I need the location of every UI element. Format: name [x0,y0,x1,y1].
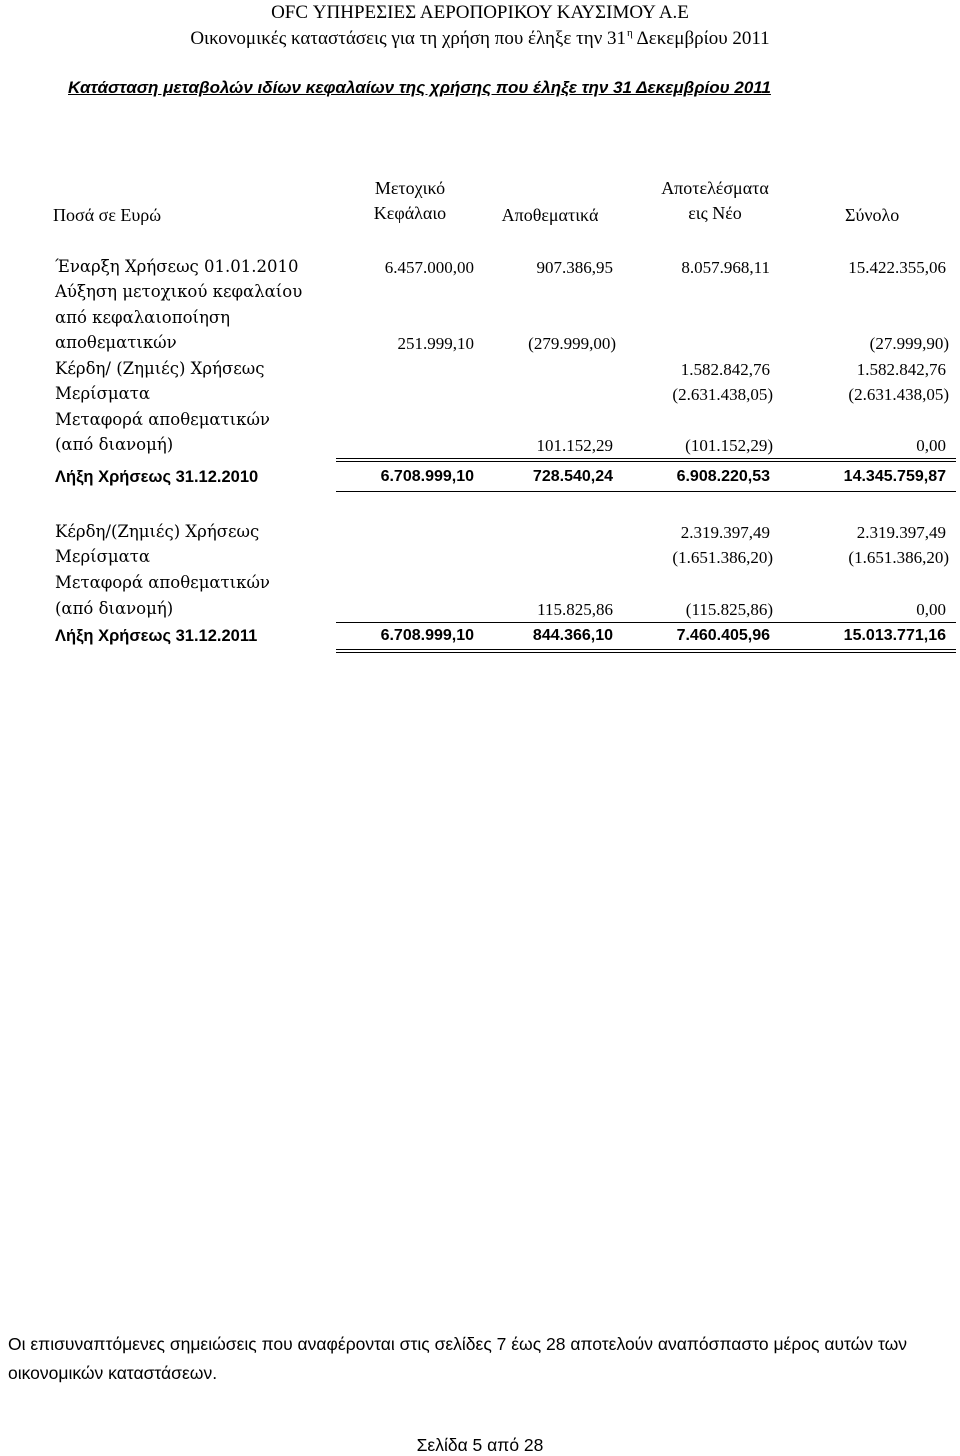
row-label-reserves: αποθεματικών [55,333,177,352]
rule-top [336,458,956,459]
row-label-reserve-transfer: Μεταφορά αποθεματικών [55,410,270,429]
retained-line2: εις Νέο [688,203,742,223]
cell-capital: 6.708.999,10 [380,468,474,485]
cell-retained: (101.152,29) [685,436,773,455]
cell-retained: 6.908.220,53 [676,468,770,485]
cell-retained: (1.651.386,20) [672,548,773,567]
row-label-opening-2010: Έναρξη Χρήσεως 01.01.2010 [55,257,299,276]
cell-reserves: 844.366,10 [532,627,613,644]
statement-title: Κατάσταση μεταβολών ιδίων κεφαλαίων της χρήσης που έληξε την 31 Δεκεμβρίου 2011 [68,78,771,97]
row-label-from-distribution: (από διανομή) [55,599,174,618]
rule-bottom [336,491,956,492]
column-header-total: Σύνολο [845,205,900,225]
cell-total: 15.422.355,06 [848,258,946,277]
cell-total: 0,00 [916,600,946,619]
row-label-closing-2010: Λήξη Χρήσεως 31.12.2010 [55,468,259,486]
cell-retained: 1.582.842,76 [680,360,770,379]
cell-total: 0,00 [916,436,946,455]
row-label-closing-2011: Λήξη Χρήσεως 31.12.2011 [55,627,258,645]
document-subtitle [0,28,960,52]
rule-bottom [336,649,956,650]
rule-top [336,622,956,623]
subtitle-month-year: Δεκεμβρίου 2011 [636,28,770,49]
rule-top [336,461,956,462]
cell-total: (1.651.386,20) [848,548,949,567]
page-number: Σελίδα 5 από 28 [416,1435,544,1455]
rule-bottom [336,652,956,653]
row-label-dividends-2011: Μερίσματα [55,547,151,566]
cell-reserves: 101.152,29 [536,436,613,455]
footer-note: Οι επισυναπτόμενες σημειώσεις που αναφέρονται στις σελίδες 7 έως 28 αποτελούν αναπόσπαστο μέρος αυτών των οικονομικών καταστάσεων. [8,1334,908,1383]
subtitle-text: Οικονομικές καταστάσεις για τη χρήση που έληξε την 31 [190,28,627,49]
cell-capital: 6.708.999,10 [380,627,474,644]
cell-reserves: 907.386,95 [536,258,613,277]
cell-total: 14.345.759,87 [843,468,946,485]
cell-retained: (115.825,86) [685,600,773,619]
column-header-share-capital [350,176,470,226]
share-capital-line1: Μετοχικό [374,178,446,198]
row-label-profit-2010: Κέρδη/ (Ζημιές) Χρήσεως [55,359,265,378]
row-label-capitalisation: από κεφαλαιοποίηση [55,308,231,327]
company-name: OFC ΥΠΗΡΕΣΙΕΣ ΑΕΡΟΠΟΡΙΚΟΥ ΚΑΥΣΙΜΟΥ Α.Ε [271,2,689,23]
row-label-profit-2011: Κέρδη/(Ζημιές) Χρήσεως [55,522,260,541]
share-capital-line2: Κεφάλαιο [373,203,447,223]
row-label-dividends-2010: Μερίσματα [55,384,151,403]
retained-line1: Αποτελέσματα [661,178,769,198]
cell-total: 2.319.397,49 [856,523,946,542]
cell-reserves: 728.540,24 [532,468,613,485]
cell-total: 1.582.842,76 [856,360,946,379]
cell-total: (27.999,90) [869,334,949,353]
row-label-capital-increase: Αύξηση μετοχικού κεφαλαίου [55,282,303,301]
cell-retained: 2.319.397,49 [680,523,770,542]
column-header-reserves: Αποθεματικά [501,205,599,225]
cell-retained: 8.057.968,11 [681,258,770,277]
cell-reserves: (279.999,00) [528,334,616,353]
column-header-retained-earnings [640,176,790,226]
amounts-label: Ποσά σε Ευρώ [53,205,162,225]
row-label-from-distribution: (από διανομή) [55,435,174,454]
cell-retained: 7.460.405,96 [676,627,770,644]
cell-retained: (2.631.438,05) [672,385,773,404]
cell-capital: 251.999,10 [397,334,474,353]
cell-total: 15.013.771,16 [843,627,946,644]
row-label-reserve-transfer: Μεταφορά αποθεματικών [55,573,270,592]
cell-reserves: 115.825,86 [537,600,613,619]
cell-capital: 6.457.000,00 [384,258,474,277]
subtitle-superscript: η [627,27,633,39]
cell-total: (2.631.438,05) [848,385,949,404]
